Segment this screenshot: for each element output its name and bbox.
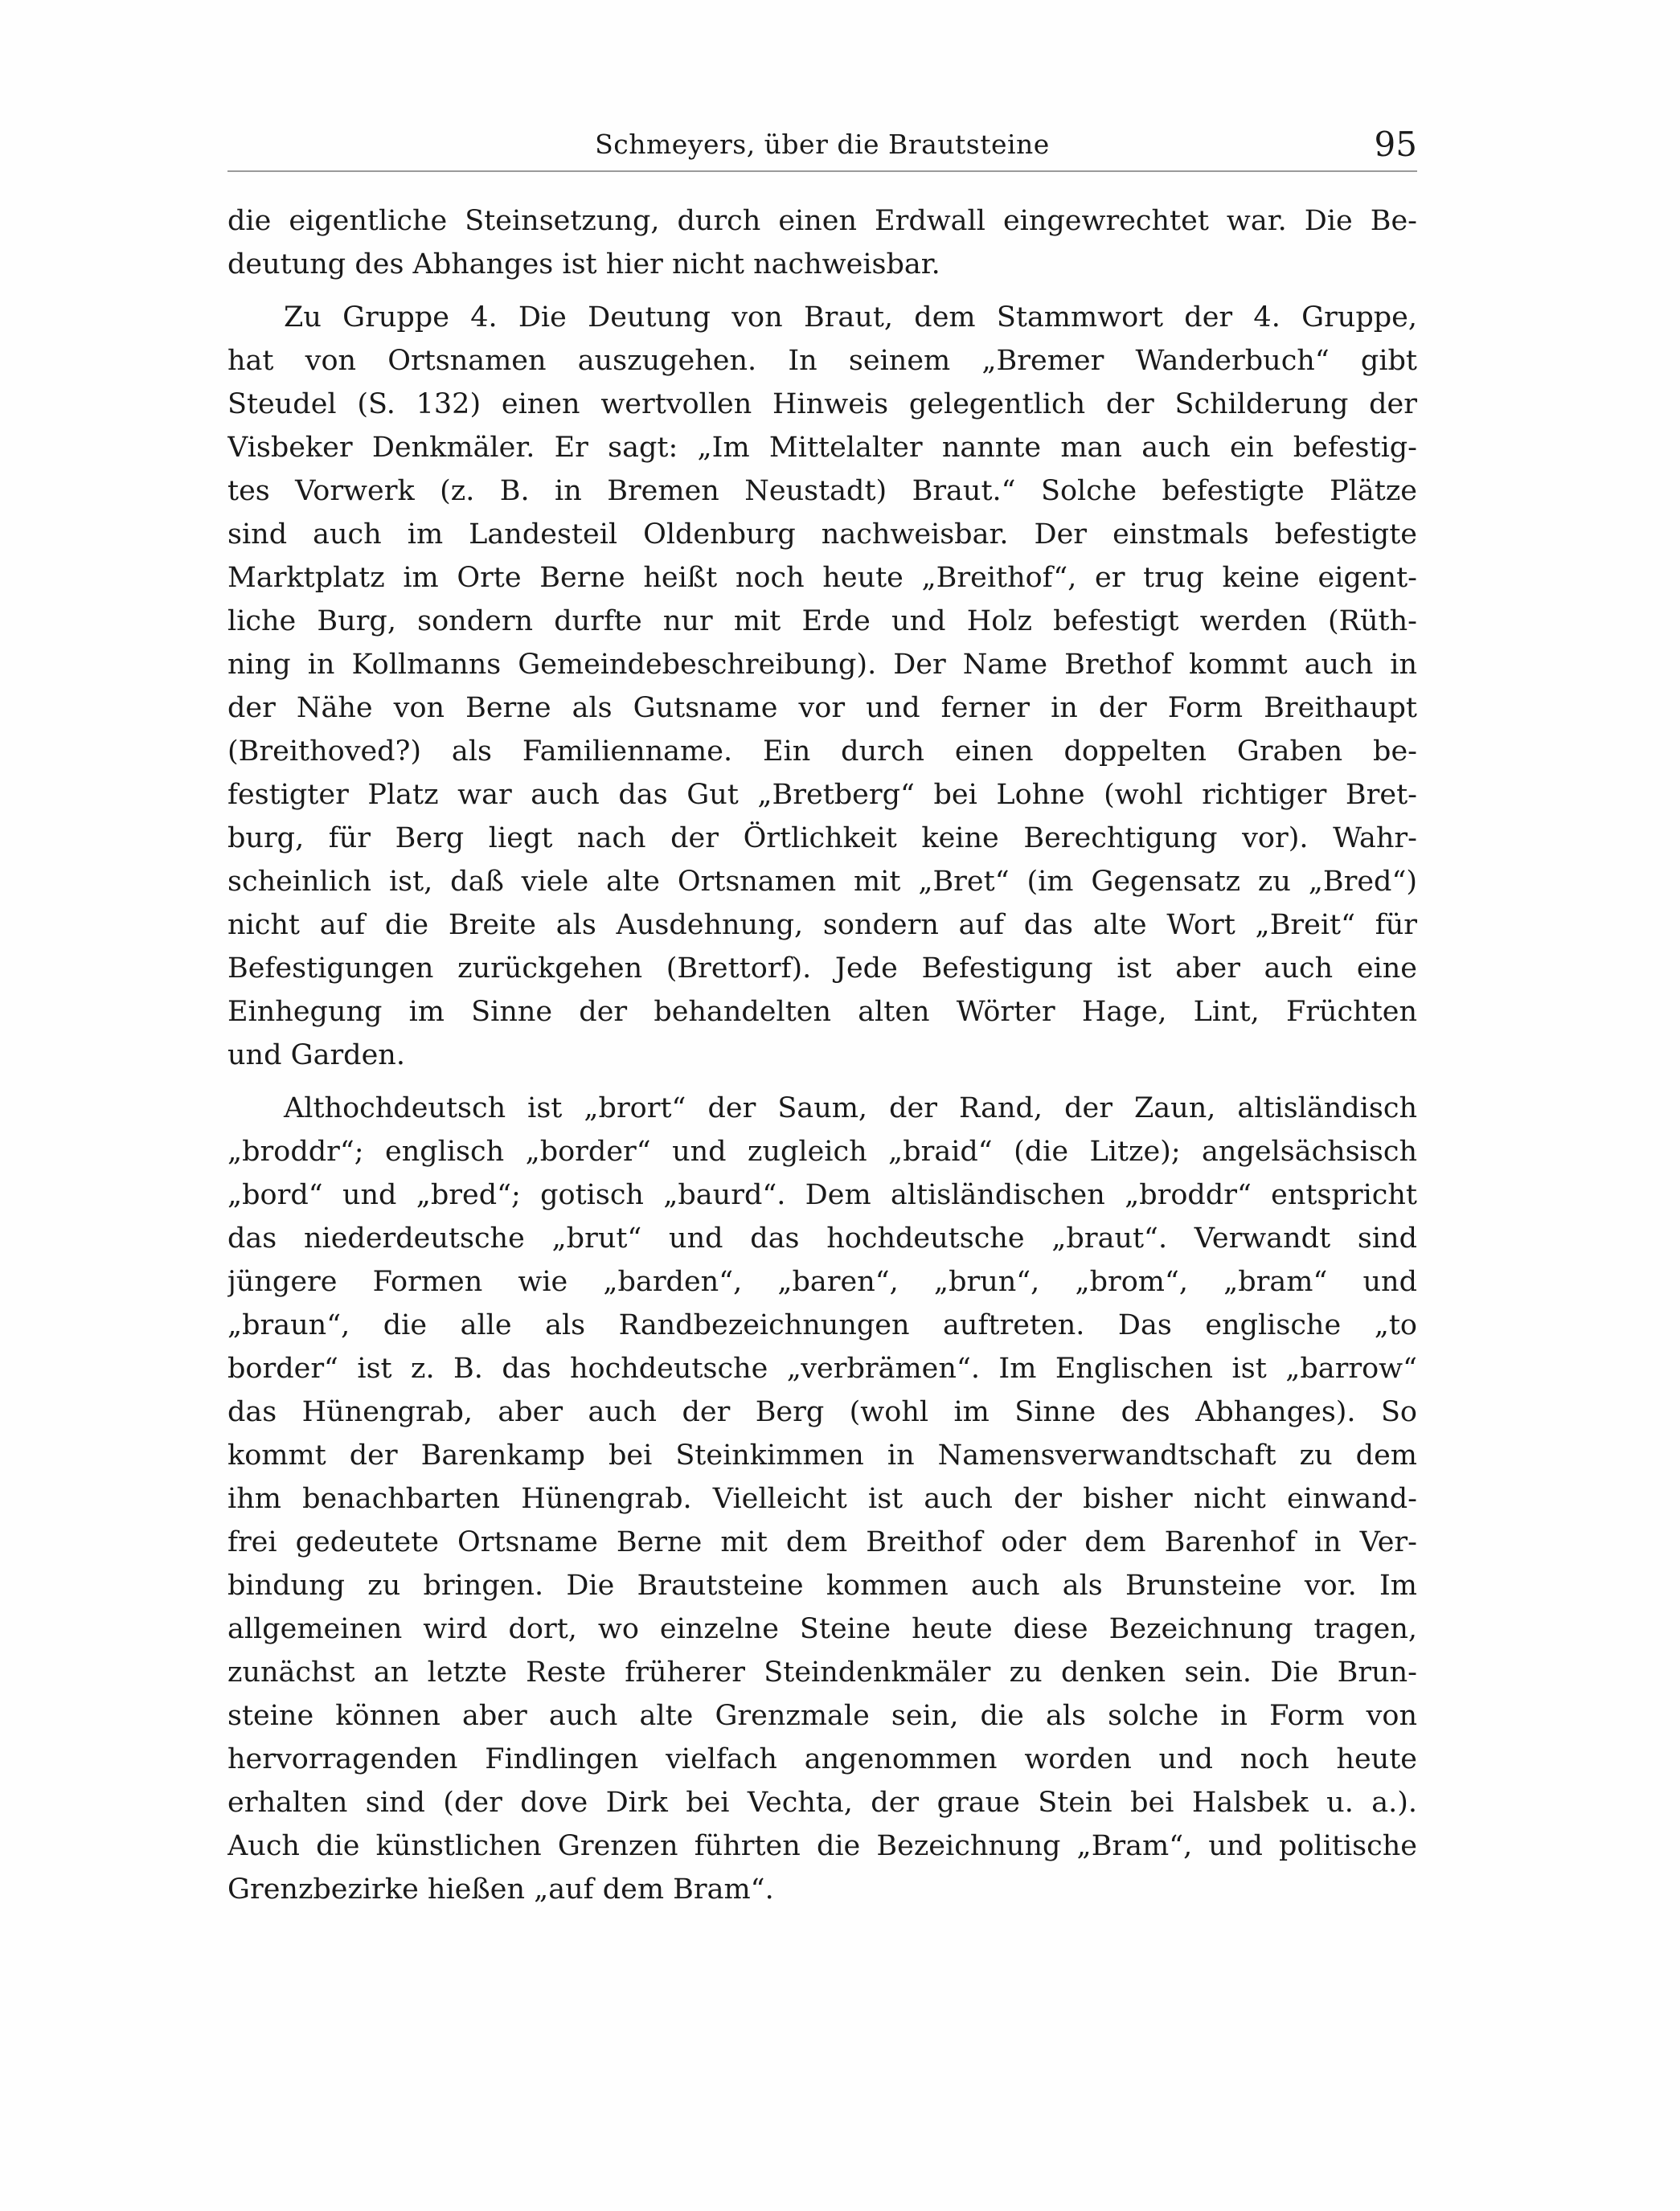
text-line: scheinlich ist, daß viele alte Ortsnamen mit „Bret“ (im Gegensatz zu „Bred“)	[227, 866, 1417, 898]
paragraph	[227, 296, 1417, 1077]
text-line: hervorragenden Findlingen vielfach angenommen worden und noch heute	[227, 1743, 1417, 1775]
text-line: erhalten sind (der dove Dirk bei Vechta, der graue Stein bei Halsbek u. a.).	[227, 1787, 1417, 1819]
running-title: Schmeyers, über die Brautsteine	[595, 129, 1050, 160]
paragraph-gap	[227, 286, 1417, 296]
text-line: zunächst an letzte Reste früherer Steindenkmäler zu denken sein. Die Brun-	[227, 1656, 1417, 1689]
text-line: das Hünengrab, aber auch der Berg (wohl im Sinne des Abhanges). So	[227, 1396, 1417, 1428]
body-text	[227, 199, 1417, 1911]
text-line: Althochdeutsch ist „brort“ der Saum, der Rand, der Zaun, altisländisch	[284, 1092, 1417, 1124]
text-line: Marktplatz im Orte Berne heißt noch heute „Breithof“, er trug keine eigent-	[227, 562, 1417, 594]
text-line: (Breithoved?) als Familienname. Ein durch einen doppelten Graben be-	[227, 735, 1417, 768]
text-line: Auch die künstlichen Grenzen führten die Bezeichnung „Bram“, und politische	[227, 1830, 1417, 1862]
text-line: ning in Kollmanns Gemeindebeschreibung). Der Name Brethof kommt auch in	[227, 649, 1417, 681]
text-line: das niederdeutsche „brut“ und das hochdeutsche „braut“. Verwandt sind	[227, 1222, 1417, 1255]
text-line: tes Vorwerk (z. B. in Bremen Neustadt) Braut.“ Solche befestigte Plätze	[227, 475, 1417, 507]
text-line: „braun“, die alle als Randbezeichnungen auftreten. Das englische „to	[227, 1309, 1417, 1341]
text-line: die eigentliche Steinsetzung, durch einen Erdwall eingewrechtet war. Die Be-	[227, 205, 1417, 237]
paragraph	[227, 1087, 1417, 1911]
text-line: liche Burg, sondern durfte nur mit Erde und Holz befestigt werden (Rüth-	[227, 605, 1417, 637]
text-line: deutung des Abhanges ist hier nicht nachweisbar.	[227, 248, 940, 280]
paragraph-gap	[227, 1077, 1417, 1087]
text-line: steine können aber auch alte Grenzmale sein, die als solche in Form von	[227, 1700, 1417, 1732]
text-line: jüngere Formen wie „barden“, „baren“, „brun“, „brom“, „bram“ und	[227, 1266, 1417, 1298]
text-line: Steudel (S. 132) einen wertvollen Hinweis gelegentlich der Schilderung der	[227, 388, 1417, 420]
text-line: hat von Ortsnamen auszugehen. In seinem „Bremer Wanderbuch“ gibt	[227, 345, 1417, 377]
page-number: 95	[1374, 125, 1417, 164]
text-line: der Nähe von Berne als Gutsname vor und ferner in der Form Breithaupt	[227, 692, 1417, 724]
text-line: Grenzbezirke hießen „auf dem Bram“.	[227, 1873, 774, 1906]
header-rule	[227, 170, 1417, 172]
text-line: allgemeinen wird dort, wo einzelne Steine heute diese Bezeichnung tragen,	[227, 1613, 1417, 1645]
text-line: kommt der Barenkamp bei Steinkimmen in Namensverwandtschaft zu dem	[227, 1439, 1417, 1472]
running-head	[227, 121, 1417, 169]
text-line: bindung zu bringen. Die Brautsteine kommen auch als Brunsteine vor. Im	[227, 1570, 1417, 1602]
text-line: „bord“ und „bred“; gotisch „baurd“. Dem altisländischen „broddr“ entspricht	[227, 1179, 1417, 1211]
text-line: frei gedeutete Ortsname Berne mit dem Breithof oder dem Barenhof in Ver-	[227, 1526, 1417, 1558]
text-line: Einhegung im Sinne der behandelten alten Wörter Hage, Lint, Früchten	[227, 996, 1417, 1028]
paragraph	[227, 199, 1417, 286]
text-line: border“ ist z. B. das hochdeutsche „verbrämen“. Im Englischen ist „barrow“	[227, 1353, 1417, 1385]
text-line: Visbeker Denkmäler. Er sagt: „Im Mittelalter nannte man auch ein befestig-	[227, 432, 1417, 464]
text-line: Zu Gruppe 4. Die Deutung von Braut, dem Stammwort der 4. Gruppe,	[284, 301, 1417, 334]
text-line: sind auch im Landesteil Oldenburg nachweisbar. Der einstmals befestigte	[227, 518, 1417, 551]
text-line: burg, für Berg liegt nach der Örtlichkeit keine Berechtigung vor). Wahr-	[227, 822, 1417, 854]
text-line: und Garden.	[227, 1039, 405, 1071]
text-line: festigter Platz war auch das Gut „Bretberg“ bei Lohne (wohl richtiger Bret-	[227, 779, 1417, 811]
text-line: „broddr“; englisch „border“ und zugleich „braid“ (die Litze); angelsächsisch	[227, 1136, 1417, 1168]
text-line: nicht auf die Breite als Ausdehnung, sondern auf das alte Wort „Breit“ für	[227, 909, 1417, 941]
text-line: Befestigungen zurückgehen (Brettorf). Jede Befestigung ist aber auch eine	[227, 952, 1417, 985]
text-line: ihm benachbarten Hünengrab. Vielleicht ist auch der bisher nicht einwand-	[227, 1483, 1417, 1515]
